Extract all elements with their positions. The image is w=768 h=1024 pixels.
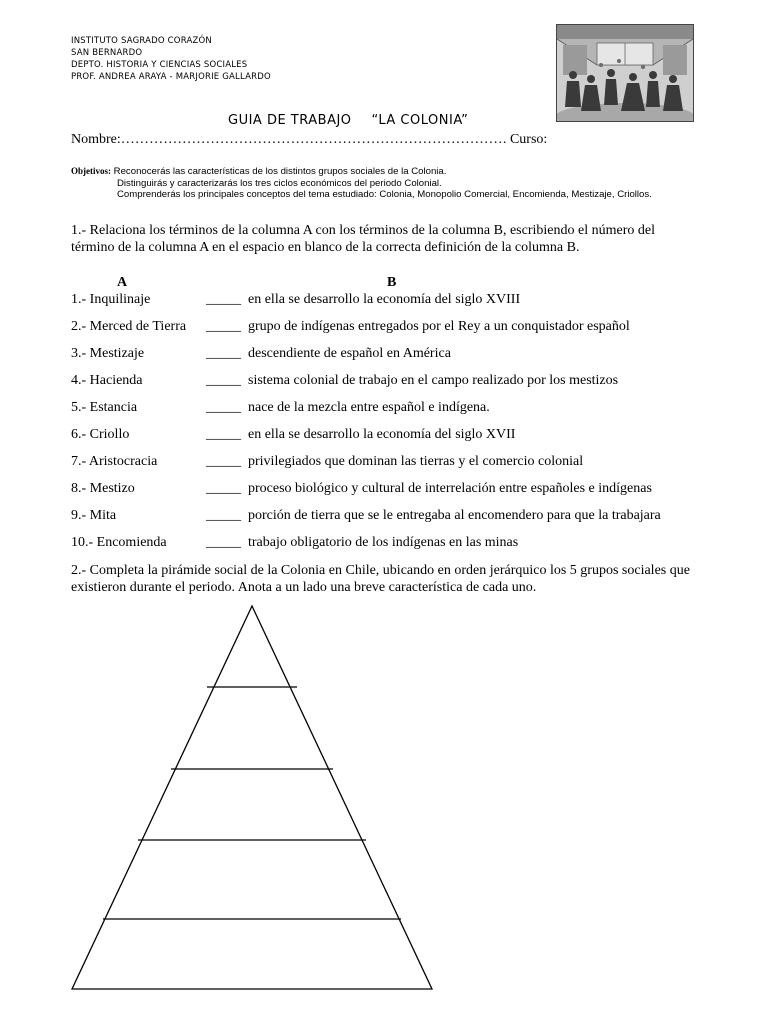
column-b-header: B bbox=[387, 275, 397, 290]
column-b-definition: descendiente de español en América bbox=[248, 346, 451, 361]
column-b-definition: privilegiados que dominan las tierras y el comercio colonial bbox=[248, 454, 584, 469]
course-label: Curso: bbox=[509, 132, 548, 147]
title-main: GUIA DE TRABAJO bbox=[228, 113, 352, 128]
objectives-label: Objetivos: bbox=[71, 166, 111, 176]
column-b-definition: proceso biológico y cultural de interrelación entre españoles e indígenas bbox=[248, 481, 652, 496]
answer-blank[interactable]: _____ bbox=[206, 427, 241, 442]
question-1-instructions: 1.- Relaciona los términos de la columna A con los términos de la columna B, escribiendo el número del término de la columna A en el espacio en blanco de la correcta definición de la columna B. bbox=[71, 223, 655, 255]
column-a-term: 10.- Encomienda bbox=[71, 535, 167, 550]
answer-blank[interactable]: _____ bbox=[206, 292, 241, 307]
column-a-term: 1.- Inquilinaje bbox=[71, 292, 151, 307]
header-line-city: SAN BERNARDO bbox=[71, 48, 143, 58]
objective-3: Comprenderás los principales conceptos del tema estudiado: Colonia, Monopolio Comercial, Encomienda, Mestizaje, Criollos. bbox=[117, 189, 652, 200]
pyramid-level-1[interactable] bbox=[240, 640, 264, 680]
column-b-definition: sistema colonial de trabajo en el campo realizado por los mestizos bbox=[248, 373, 619, 388]
pyramid-level-4[interactable] bbox=[140, 850, 364, 912]
column-a-term: 4.- Hacienda bbox=[71, 373, 143, 388]
column-b-definition: en ella se desarrollo la economía del siglo XVIII bbox=[248, 292, 521, 307]
column-a-term: 6.- Criollo bbox=[71, 427, 130, 442]
header-line-school: INSTITUTO SAGRADO CORAZÓN bbox=[71, 36, 212, 46]
column-a-term: 5.- Estancia bbox=[71, 400, 138, 415]
column-b-definition: nace de la mezcla entre español e indígena. bbox=[248, 400, 490, 415]
answer-blank[interactable]: _____ bbox=[206, 481, 241, 496]
column-a-term: 2.- Merced de Tierra bbox=[71, 319, 187, 334]
answer-blank[interactable]: _____ bbox=[206, 319, 241, 334]
objective-1: Reconocerás las características de los distintos grupos sociales de la Colonia. bbox=[113, 166, 447, 177]
answer-blank[interactable]: _____ bbox=[206, 400, 241, 415]
name-label: Nombre: bbox=[71, 132, 121, 147]
answer-blank[interactable]: _____ bbox=[206, 346, 241, 361]
column-b-definition: en ella se desarrollo la economía del siglo XVII bbox=[248, 427, 516, 442]
column-a-term: 9.- Mita bbox=[71, 508, 117, 523]
answer-blank[interactable]: _____ bbox=[206, 454, 241, 469]
column-a-header: A bbox=[117, 275, 128, 290]
question-2-instructions: 2.- Completa la pirámide social de la Colonia en Chile, ubicando en orden jerárquico los 5 grupos sociales que existieron durante el periodo. Anota a un lado una breve característica de cada uno. bbox=[71, 563, 690, 595]
column-b-definition: trabajo obligatorio de los indígenas en las minas bbox=[248, 535, 519, 550]
column-a-term: 7.- Aristocracia bbox=[71, 454, 158, 469]
pyramid-level-5[interactable] bbox=[104, 928, 400, 984]
title-topic: “LA COLONIA” bbox=[371, 113, 469, 128]
column-a-term: 3.- Mestizaje bbox=[71, 346, 145, 361]
header-line-department: DEPTO. HISTORIA Y CIENCIAS SOCIALES bbox=[71, 60, 248, 70]
objective-2: Distinguirás y caracterizarás los tres ciclos económicos del periodo Colonial. bbox=[117, 177, 442, 189]
column-a-term: 8.- Mestizo bbox=[71, 481, 135, 496]
answer-blank[interactable]: _____ bbox=[206, 508, 241, 523]
answer-blank[interactable]: _____ bbox=[206, 535, 241, 550]
answer-blank[interactable]: _____ bbox=[206, 373, 241, 388]
pyramid-level-3[interactable] bbox=[170, 778, 334, 834]
name-blank-dots: ………………………………………………………………………. bbox=[120, 132, 507, 147]
pyramid-level-2[interactable] bbox=[200, 700, 304, 760]
column-b-definition: porción de tierra que se le entregaba al encomendero para que la trabajara bbox=[248, 508, 661, 523]
column-b-definition: grupo de indígenas entregados por el Rey a un conquistador español bbox=[248, 319, 630, 334]
header-line-teachers: PROF. ANDREA ARAYA - MARJORIE GALLARDO bbox=[71, 72, 271, 82]
